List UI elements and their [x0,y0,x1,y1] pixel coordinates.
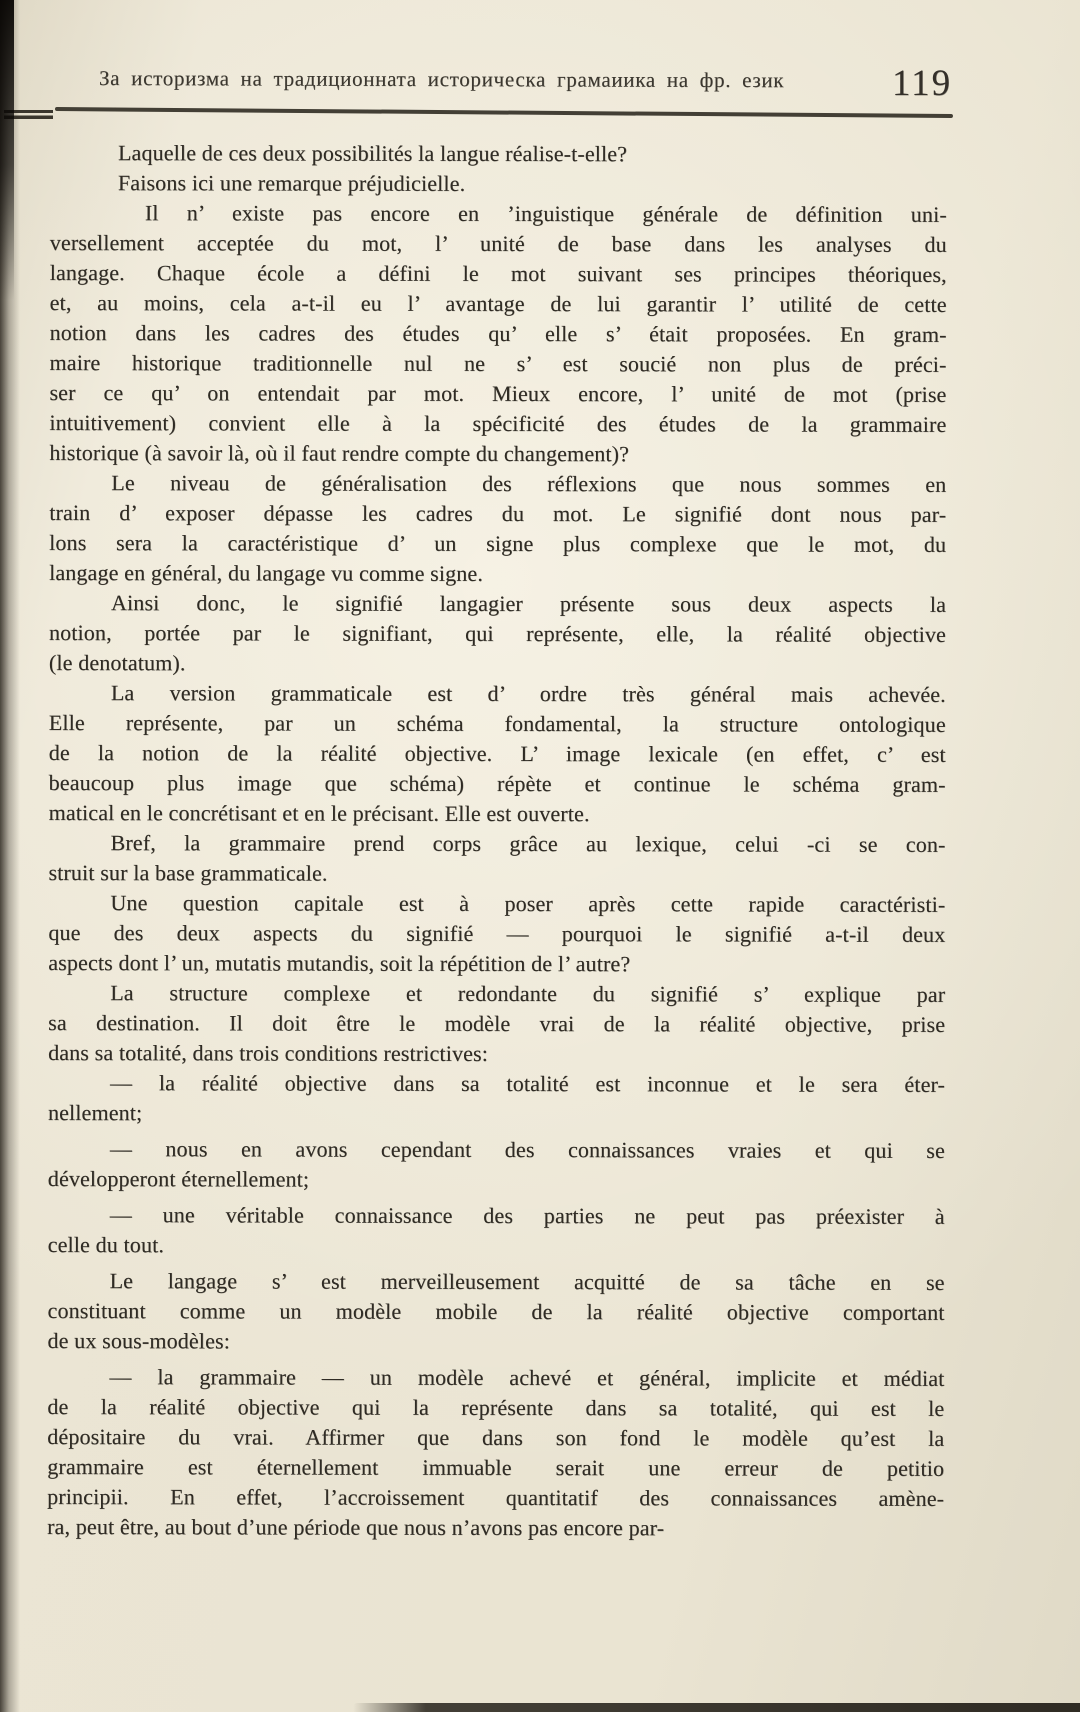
paragraph [48,1200,945,1262]
text-line [50,318,947,350]
text-line-content: — la grammaire — un modèle achevé et général, implicite et médiat [109,1364,945,1391]
paragraph [49,468,946,590]
text-line [50,288,947,320]
paragraph [47,1362,944,1544]
text-line-content: (le denotatum). [48,649,186,676]
text-line-content: struit sur la base grammaticale. [48,859,328,886]
text-line-content: beaucoup plus image que schéma) répète et continue le schéma gram- [48,769,946,797]
text-line-content: Le langage s’ est merveilleusement acquitté de sa tâche en se [109,1268,945,1295]
paragraph [50,138,947,170]
paragraph [48,828,945,890]
header-rule [55,107,953,118]
text-line [48,1266,945,1298]
text-line-content: La structure complexe et redondante du signifié s’ explique par [110,980,946,1007]
text-line [49,708,946,740]
text-line [49,588,946,620]
text-line [48,918,945,950]
text-line [47,1452,944,1484]
text-line-content: intuitivement) convient elle à la spécificité des études de la grammaire [49,409,947,437]
text-line [48,1164,945,1196]
text-line [47,1512,944,1544]
text-line-content: aspects dont l’ un, mutatis mutandis, soit la répétition de l’ autre? [48,949,631,977]
text-line [49,768,946,800]
text-line [48,1296,945,1328]
text-line-content: langage en général, du langage vu comme signe. [49,559,484,586]
paragraph [49,678,946,830]
paragraph [47,1266,944,1358]
text-line-content: que des deux aspects du signifié — pourquoi le signifié a-t-il deux [48,919,946,947]
paragraph [48,1134,945,1196]
text-line [49,618,946,650]
text-line [49,408,946,440]
text-line [48,1230,945,1262]
text-line [48,978,945,1010]
text-line-content: de la notion de la réalité objective. L’ image lexicale (en effet, c’ est [48,739,946,767]
text-line-content: notion, portée par le signifiant, qui représente, elle, la réalité objective [48,619,946,647]
text-line [49,468,946,500]
text-line-content: de ux sous-modèles: [47,1327,231,1354]
text-line [47,1392,944,1424]
text-line [49,678,946,710]
text-line [49,348,946,380]
text-line-content: sa destination. Il doit être le modèle vrai de la réalité objective, prise [48,1009,946,1037]
text-line-content: développeront éternellement; [47,1165,310,1192]
text-line [48,1134,945,1166]
page-number: 119 [892,63,953,104]
text-line [49,528,946,560]
text-line-content: La version grammaticale est d’ ordre très général mais achevée. [110,680,946,707]
text-line-content: celle du tout. [47,1231,165,1258]
paragraph [49,198,947,470]
text-line [49,738,946,770]
text-line-content: lons sera la caractéristique d’ un signe plus complexe que le mot, du [49,529,947,557]
text-line-content: langage. Chaque école a défini le mot suivant ses principes théoriques, [49,259,947,287]
paragraph [48,1068,945,1130]
text-line-content: versellement acceptée du mot, l’ unité de base dans les analyses du [49,229,947,257]
text-line-content: grammaire est éternellement immuable serait une erreur de petitio [47,1453,945,1481]
text-line-content: historique (à savoir là, où il faut rendre compte du changement)? [49,439,630,467]
text-line [49,558,946,590]
text-line [48,828,945,860]
text-line-content: constituant comme un modèle mobile de la réalité objective comportant [47,1297,945,1325]
text-line [49,648,946,680]
text-line-content: Ainsi donc, le signifié langagier présente sous deux aspects la [111,590,947,617]
text-line [50,138,947,170]
text-line-content: matical en le concrétisant et en le précisant. Elle est ouverte. [48,799,590,827]
text-line [50,258,947,290]
text-line-content: Faisons ici une remarque préjudicielle. [117,170,466,196]
text-line [48,1200,945,1232]
text-line-content: notion dans les cadres des études qu’ elle s’ était proposées. En gram- [49,319,947,347]
text-line-content: nellement; [47,1099,143,1126]
text-line [48,1038,945,1070]
text-line-content: dans sa totalité, dans trois conditions restrictives: [48,1039,489,1066]
text-line [50,198,947,230]
text-line-content: — la réalité objective dans sa totalité est inconnue et le sera éter- [109,1070,946,1097]
text-line [47,1422,944,1454]
paragraph [48,978,945,1070]
text-line-content: maire historique traditionnelle nul ne s’ est soucié non plus de préci- [49,349,947,377]
text-line-content: ra, peut être, au bout d’une période que nous n’avons pas encore par- [47,1513,665,1541]
running-head-title: За историзма на традиционната историческа грамаиика на фр. език [98,66,785,93]
text-line [48,1008,945,1040]
text-line-content: Laquelle de ces deux possibilités la langue réalise-t-elle? [117,140,628,167]
text-line-content: Elle représente, par un schéma fondamental, la structure ontologique [48,709,946,737]
text-line [49,438,946,470]
text-line [48,948,945,980]
text-line [48,858,945,890]
scan-edge-bar [353,1703,1080,1712]
text-line [48,1098,945,1130]
text-line-content: — nous en avons cependant des connaissances vraies et qui se [109,1136,945,1163]
text-line [48,1068,945,1100]
paragraph [50,168,947,200]
text-line-content: Bref, la grammaire prend corps grâce au lexique, celui -ci se con- [110,830,946,857]
text-line-content: principii. En effet, l’accroissement quantitatif des connaissances amène- [47,1483,945,1511]
text-line-content: dépositaire du vrai. Affirmer que dans son fond le modèle qu’est la [47,1423,945,1451]
text-line [50,168,947,200]
text-line-content: Une question capitale est à poser après cette rapide caractéristi- [110,890,946,917]
text-line [49,378,946,410]
text-line-content: et, au moins, cela a-t-il eu l’ avantage de lui garantir l’ utilité de cette [49,289,947,317]
text-line [47,1326,944,1358]
text-line [50,228,947,260]
text-line-content: ser ce qu’ on entendait par mot. Mieux encore, l’ unité de mot (prise [49,379,947,407]
running-head [0,58,1080,128]
text-line [47,1482,944,1514]
text-line-content: de la réalité objective qui la représente dans sa totalité, qui est le [47,1393,945,1421]
paragraph [49,588,946,680]
text-line-content: train d’ exposer dépasse les cadres du mot. Le signifié dont nous par- [49,499,947,527]
text-line-content: Le niveau de généralisation des réflexions que nous sommes en [111,470,947,497]
text-line [49,798,946,830]
paragraph [48,888,945,980]
text-line-content: Il n’ existe pas encore en ’inguistique générale de définition uni- [144,200,947,227]
binding-shadow-top [0,0,14,300]
text-line [47,1362,944,1394]
text-line [48,888,945,920]
page-body [47,138,947,1544]
text-line-content: — une véritable connaissance des parties ne peut pas préexister à [109,1202,945,1229]
text-line [49,498,946,530]
